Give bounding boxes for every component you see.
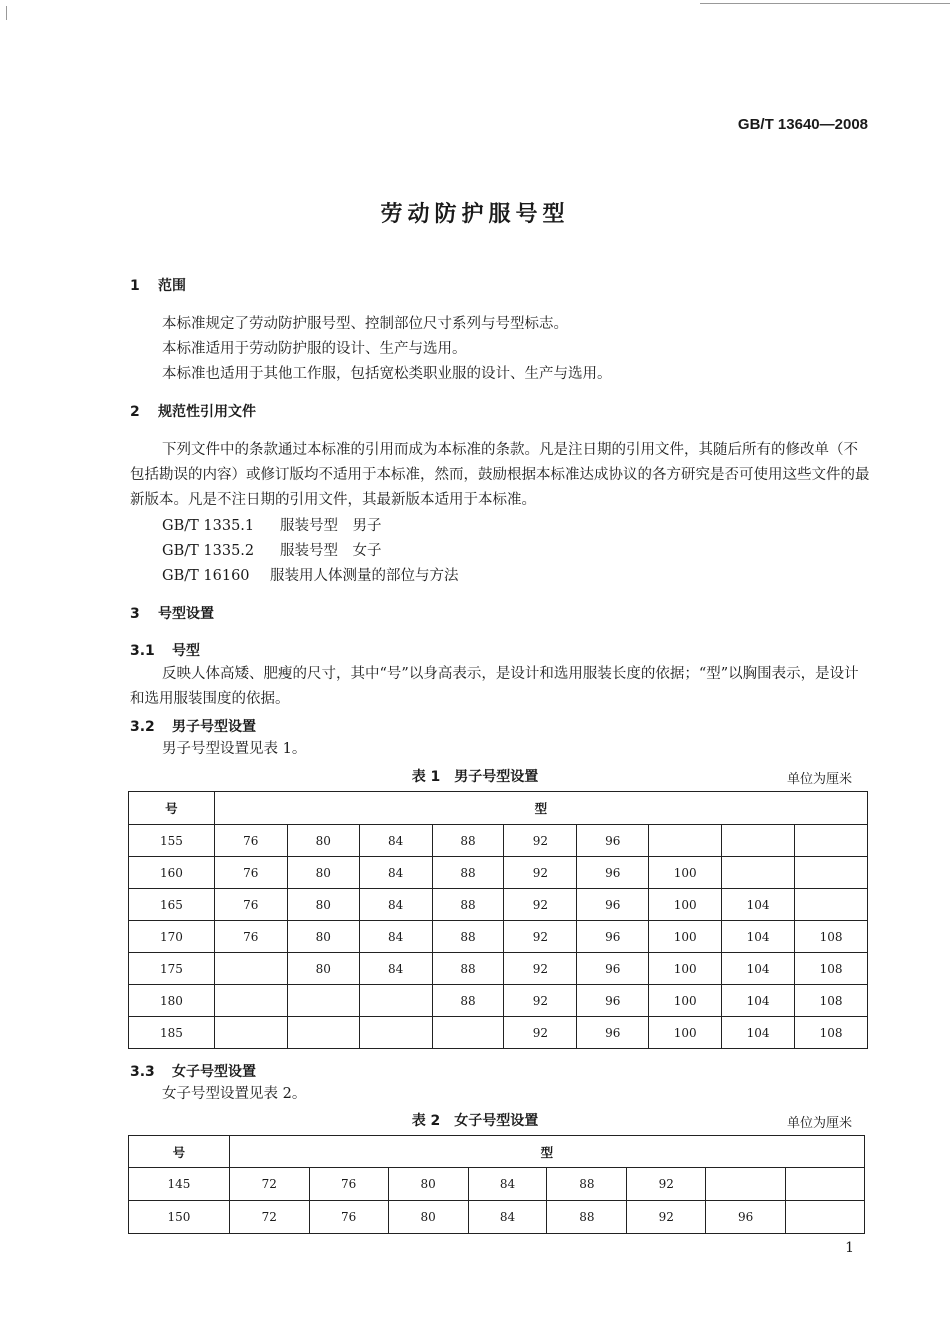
scan-edge-mark: [6, 6, 7, 20]
table-2-caption: 表 2 女子号型设置: [411, 1113, 539, 1129]
xing-cell: 96: [577, 889, 649, 921]
section-3-heading: [130, 603, 214, 623]
xing-cell: 88: [547, 1201, 627, 1234]
section-1-heading: [130, 275, 186, 295]
xing-cell: [795, 825, 868, 857]
xing-cell: 84: [359, 953, 432, 985]
table-1-unit: 单位为厘米: [786, 772, 852, 787]
table-row: [129, 985, 868, 1017]
section-title: 女子号型设置: [172, 1064, 256, 1080]
xing-cell: [722, 825, 795, 857]
hao-cell: 185: [129, 1017, 215, 1049]
xing-cell: 92: [627, 1168, 706, 1201]
section-3-2-intro: 男子号型设置见表 1。: [162, 741, 307, 757]
hao-cell: 145: [129, 1168, 230, 1201]
xing-cell: [214, 1017, 287, 1049]
xing-cell: 96: [577, 857, 649, 889]
xing-cell: 84: [359, 889, 432, 921]
xing-cell: 88: [432, 985, 504, 1017]
xing-cell: 92: [504, 889, 577, 921]
paragraph: 本标准规定了劳动防护服号型、控制部位尺寸系列与号型标志。: [162, 316, 568, 332]
header-xing: 型: [214, 792, 867, 825]
xing-cell: 80: [287, 825, 359, 857]
xing-cell: [214, 953, 287, 985]
xing-cell: 104: [722, 1017, 795, 1049]
xing-cell: [649, 825, 722, 857]
reference-title: 服装号型 女子: [280, 543, 382, 559]
hao-cell: 160: [129, 857, 215, 889]
xing-cell: 92: [504, 985, 577, 1017]
section-3-2-heading: [130, 716, 256, 736]
xing-cell: 92: [504, 953, 577, 985]
section-number: 2: [130, 404, 140, 420]
xing-cell: 96: [577, 921, 649, 953]
table-1-caption: 表 1 男子号型设置: [411, 769, 539, 785]
reference-code: GB/T 1335.2: [162, 543, 255, 559]
paragraph: 本标准也适用于其他工作服，包括宽松类职业服的设计、生产与选用。: [162, 366, 612, 382]
paragraph: 本标准适用于劳动防护服的设计、生产与选用。: [162, 341, 467, 357]
xing-cell: [722, 857, 795, 889]
xing-cell: 100: [649, 985, 722, 1017]
xing-cell: [795, 889, 868, 921]
xing-cell: 80: [287, 857, 359, 889]
xing-cell: 84: [359, 857, 432, 889]
xing-cell: 104: [722, 889, 795, 921]
xing-cell: 108: [795, 921, 868, 953]
xing-cell: 96: [706, 1201, 786, 1234]
section-2-paragraph: 下列文件中的条款通过本标准的引用而成为本标准的条款。凡是注日期的引用文件，其随后所有的修改单（不包括勘误的内容）或修订版均不适用于本标准，然而，鼓励根据本标准达成协议的各方研究是否可使用这些文件的最新版本。凡是不注日期的引用文件，其最新版本适用于本标准。: [130, 442, 870, 508]
section-3-1-paragraph: 反映人体高矮、肥瘦的尺寸，其中“号”以身高表示，是设计和选用服装长度的依据；“型”以胸围表示，是设计和选用服装围度的依据。: [130, 666, 859, 707]
xing-cell: 76: [214, 857, 287, 889]
section-3-1-heading: [130, 640, 200, 660]
section-2-heading: [130, 401, 256, 421]
section-title: 规范性引用文件: [158, 404, 256, 420]
reference-title: 服装用人体测量的部位与方法: [270, 568, 459, 584]
table-1-male-sizes: [128, 791, 868, 1049]
xing-cell: 100: [649, 921, 722, 953]
table-row: [129, 1168, 865, 1201]
xing-cell: 88: [432, 825, 504, 857]
standard-code: GB/T 13640—2008: [737, 116, 868, 133]
table-row: [129, 1201, 865, 1234]
xing-cell: [214, 985, 287, 1017]
xing-cell: 88: [547, 1168, 627, 1201]
xing-cell: 72: [229, 1168, 309, 1201]
xing-cell: 92: [504, 825, 577, 857]
xing-cell: 92: [504, 1017, 577, 1049]
xing-cell: [795, 857, 868, 889]
xing-cell: 88: [432, 857, 504, 889]
xing-cell: 76: [214, 825, 287, 857]
xing-cell: 76: [214, 921, 287, 953]
document-title: 劳动防护服号型: [380, 202, 570, 227]
xing-cell: 104: [722, 985, 795, 1017]
section-number: 3: [130, 606, 140, 622]
xing-cell: 84: [468, 1168, 547, 1201]
xing-cell: 88: [432, 953, 504, 985]
reference-item: [162, 564, 459, 585]
reference-item: [162, 539, 382, 560]
table-row: [129, 825, 868, 857]
xing-cell: 96: [577, 953, 649, 985]
hao-cell: 150: [129, 1201, 230, 1234]
xing-cell: 80: [287, 921, 359, 953]
xing-cell: [432, 1017, 504, 1049]
xing-cell: 92: [627, 1201, 706, 1234]
section-title: 男子号型设置: [172, 719, 256, 735]
reference-title: 服装号型 男子: [280, 518, 382, 534]
section-1-body: [130, 312, 870, 387]
table-row: [129, 1017, 868, 1049]
xing-cell: [786, 1168, 865, 1201]
reference-code: GB/T 16160: [162, 568, 250, 584]
xing-cell: 96: [577, 985, 649, 1017]
xing-cell: 108: [795, 953, 868, 985]
xing-cell: 104: [722, 921, 795, 953]
xing-cell: 76: [309, 1168, 388, 1201]
hao-cell: 175: [129, 953, 215, 985]
section-title: 号型: [172, 643, 200, 659]
header-hao: 号: [129, 792, 215, 825]
xing-cell: 76: [214, 889, 287, 921]
xing-cell: 100: [649, 889, 722, 921]
section-title: 范围: [158, 278, 186, 294]
table-2-female-sizes: [128, 1135, 865, 1234]
reference-item: [162, 514, 382, 535]
xing-cell: 92: [504, 857, 577, 889]
xing-cell: [359, 1017, 432, 1049]
section-3-3-heading: [130, 1061, 256, 1081]
xing-cell: 96: [577, 825, 649, 857]
section-number: 1: [130, 278, 140, 294]
xing-cell: 100: [649, 1017, 722, 1049]
table-row: [129, 857, 868, 889]
table-row: [129, 953, 868, 985]
xing-cell: 88: [432, 889, 504, 921]
xing-cell: 104: [722, 953, 795, 985]
table-2-unit: 单位为厘米: [786, 1116, 852, 1131]
xing-cell: [786, 1201, 865, 1234]
xing-cell: 88: [432, 921, 504, 953]
hao-cell: 180: [129, 985, 215, 1017]
xing-cell: 108: [795, 1017, 868, 1049]
xing-cell: 92: [504, 921, 577, 953]
xing-cell: 84: [468, 1201, 547, 1234]
xing-cell: [706, 1168, 786, 1201]
table-row: [129, 921, 868, 953]
xing-cell: 84: [359, 921, 432, 953]
xing-cell: 100: [649, 857, 722, 889]
xing-cell: 80: [287, 953, 359, 985]
section-title: 号型设置: [158, 606, 214, 622]
section-number: 3.1: [130, 643, 155, 659]
section-number: 3.3: [130, 1064, 155, 1080]
section-number: 3.2: [130, 719, 155, 735]
xing-cell: 96: [577, 1017, 649, 1049]
header-xing: 型: [229, 1136, 864, 1168]
xing-cell: 80: [287, 889, 359, 921]
xing-cell: 72: [229, 1201, 309, 1234]
reference-code: GB/T 1335.1: [162, 518, 255, 534]
xing-cell: 76: [309, 1201, 388, 1234]
xing-cell: 80: [388, 1201, 468, 1234]
xing-cell: [287, 1017, 359, 1049]
page-number: 1: [845, 1240, 854, 1256]
xing-cell: [359, 985, 432, 1017]
scan-edge-line: [700, 3, 950, 4]
xing-cell: 108: [795, 985, 868, 1017]
hao-cell: 170: [129, 921, 215, 953]
xing-cell: 84: [359, 825, 432, 857]
hao-cell: 155: [129, 825, 215, 857]
hao-cell: 165: [129, 889, 215, 921]
section-3-3-intro: 女子号型设置见表 2。: [162, 1086, 307, 1102]
xing-cell: [287, 985, 359, 1017]
table-row: [129, 889, 868, 921]
xing-cell: 100: [649, 953, 722, 985]
header-hao: 号: [129, 1136, 230, 1168]
xing-cell: 80: [388, 1168, 468, 1201]
